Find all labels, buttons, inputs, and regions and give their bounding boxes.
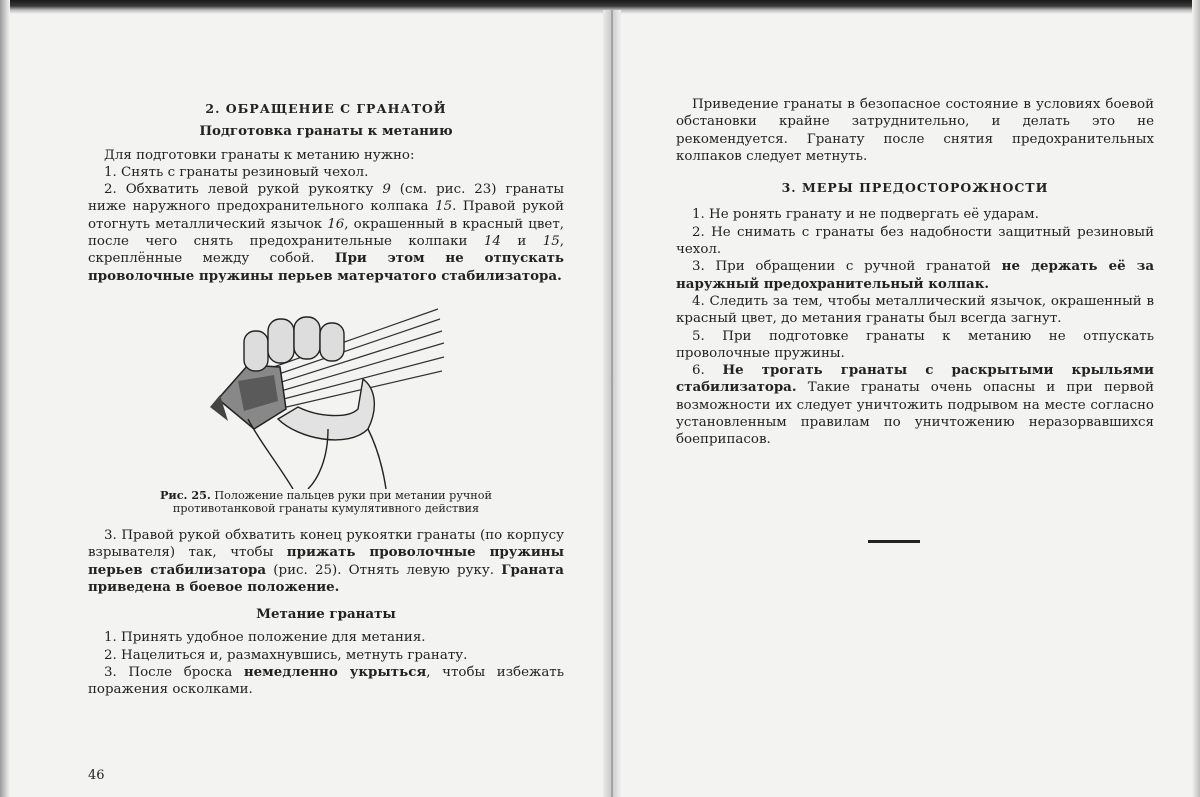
subtitle-throwing: Метание гранаты xyxy=(256,606,396,623)
section-end-rule xyxy=(868,540,920,543)
precaution-2: 2. Не снимать с гранаты без надобности защитный резиновый чехол. xyxy=(676,224,1154,258)
section-title-precautions: 3. МЕРЫ ПРЕДОСТОРОЖНОСТИ xyxy=(781,180,1049,196)
safe-state-paragraph: Приведение гранаты в безопасное состояние в условиях боевой обстановки крайне затруднительно, и делать это не рекомендуется. Гранату после снятия предохранительных колпаков следует метнуть. xyxy=(676,97,1154,164)
precaution-6: 6. Не трогать гранаты с раскрытыми крыльями стабилизатора. Такие гранаты очень опасны и при первой возможности их следует уничтожить подрывом на месте согласно установленным правилам по уничтожению неразорвавшихся боеприпасов. xyxy=(676,362,1154,448)
page-number: 46 xyxy=(88,768,105,783)
page-left-edge xyxy=(0,0,10,797)
hand-holding-grenade-illustration xyxy=(208,289,448,489)
page-top-edge xyxy=(0,0,1200,14)
throw-step-2: 2. Нацелиться и, размахнувшись, метнуть гранату. xyxy=(104,647,468,663)
prep-step-3: 3. Правой рукой обхватить конец рукоятки гранаты (по корпусу взрывателя) так, чтобы прижать проволочные пружины перьев стабилизатора (рис. 25). Отнять левую руку. Граната приведена в боевое положение. xyxy=(88,527,565,595)
prep-intro: Для подготовки гранаты к метанию нужно: xyxy=(104,147,415,163)
throw-step-1: 1. Принять удобное положение для метания. xyxy=(104,630,426,646)
book-gutter xyxy=(603,10,621,797)
precaution-3: 3. При обращении с ручной гранатой не держать её за наружный предохранительный колпак. xyxy=(676,258,1154,292)
left-page xyxy=(88,96,564,699)
precaution-5: 5. При подготовке гранаты к метанию не отпускать проволочные пружины. xyxy=(676,328,1154,361)
section-title-handling: 2. ОБРАЩЕНИЕ С ГРАНАТОЙ xyxy=(205,101,447,116)
prep-step-1: 1. Снять с гранаты резиновый чехол. xyxy=(104,164,369,180)
page-right-edge xyxy=(1192,0,1200,797)
right-page xyxy=(676,96,1154,449)
subtitle-preparation: Подготовка гранаты к метанию xyxy=(199,123,453,140)
throw-step-3: 3. После броска немедленно укрыться, чтобы избежать поражения осколками. xyxy=(88,664,565,698)
precaution-1: 1. Не ронять гранату и не подвергать её ударам. xyxy=(692,207,1039,223)
precaution-4: 4. Следить за тем, чтобы металлический язычок, окрашенный в красный цвет, до метания гранаты был всегда загнут. xyxy=(676,293,1154,327)
figure-hand-grenade xyxy=(88,289,564,489)
figure-caption: Рис. 25. Положение пальцев руки при метании ручной противотанковой гранаты кумулятивного действия xyxy=(160,487,492,515)
prep-step-2: 2. Обхватить левой рукой рукоятку 9 (см. рис. 23) гранаты ниже наружного предохранительного колпака 15. Правой рукой отогнуть металлический язычок 16, окрашенный в красный цвет, после чего снять предохранительные колпаки 14 и 15, скреплённые между собой. При этом не отпускать проволочные пружины перьев матерчатого стабилизатора. xyxy=(88,182,565,284)
